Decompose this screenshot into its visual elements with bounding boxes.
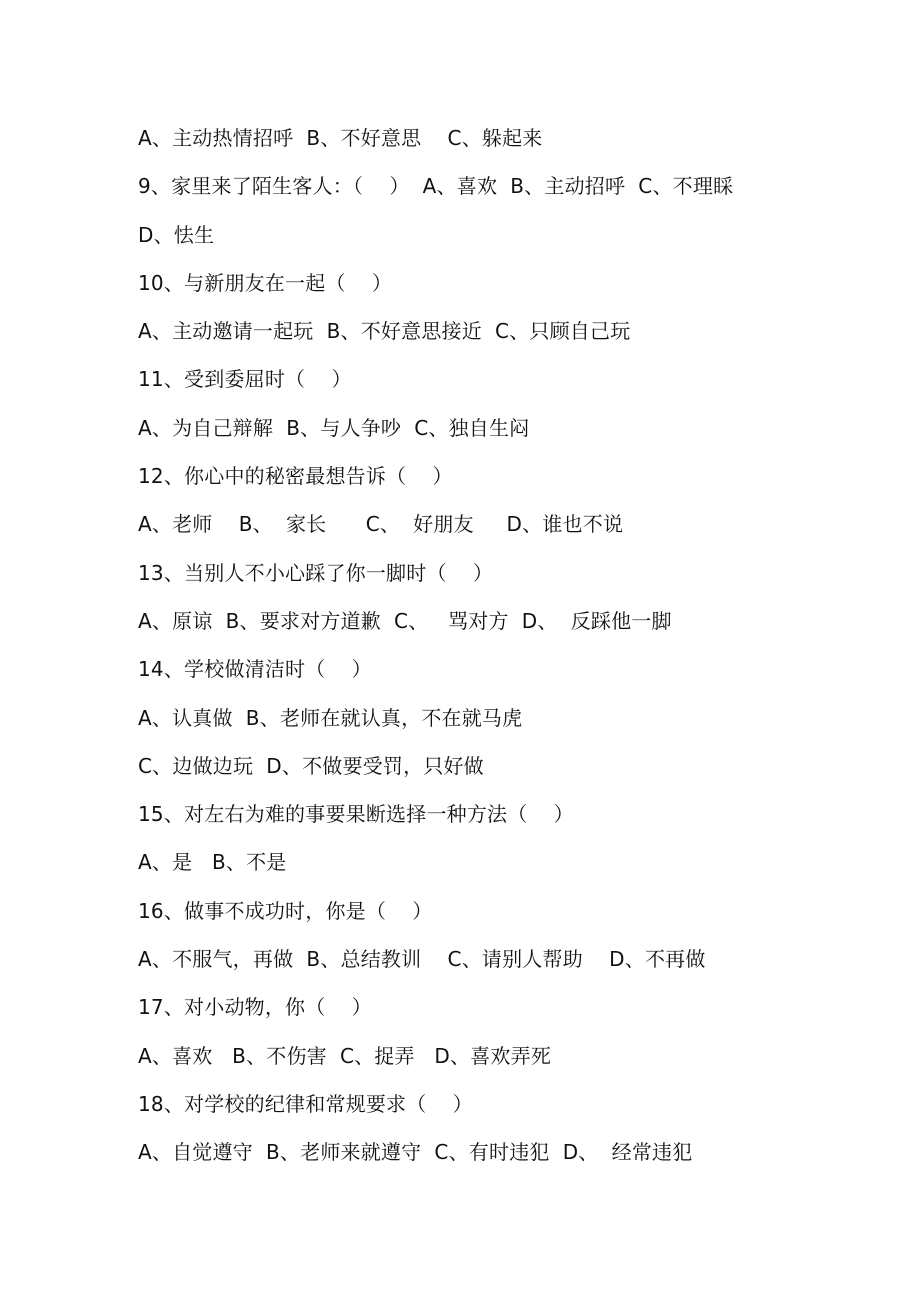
question-10: 10、与新朋友在一起（ ） <box>138 270 393 295</box>
question-16: 16、做事不成功时，你是（ ） <box>138 898 433 923</box>
answer-options-q18: A、自觉遵守 B、老师来就遵守 C、有时违犯 D、 经常违犯 <box>138 1140 693 1165</box>
answer-options-q12: A、老师 B、 家长 C、 好朋友 D、谁也不说 <box>138 512 624 537</box>
answer-options-q11: A、为自己辩解 B、与人争吵 C、独自生闷 <box>138 415 530 440</box>
question-9: 9、家里来了陌生客人：（ ） A、喜欢 B、主动招呼 C、不理睬 <box>138 174 734 199</box>
question-12: 12、你心中的秘密最想告诉（ ） <box>138 464 453 489</box>
answer-options-q9-cont: D、怯生 <box>138 222 215 247</box>
answer-options-q16: A、不服气，再做 B、总结教训 C、请别人帮助 D、不再做 <box>138 947 706 972</box>
question-18: 18、对学校的纪律和常规要求（ ） <box>138 1091 473 1116</box>
answer-options-q17: A、喜欢 B、不伤害 C、捉弄 D、喜欢弄死 <box>138 1043 552 1068</box>
answer-options-q14-line2: C、边做边玩 D、不做要受罚，只好做 <box>138 753 484 778</box>
answer-options-q15: A、是 B、不是 <box>138 850 287 875</box>
answer-options-q8: A、主动热情招呼 B、不好意思 C、躲起来 <box>138 126 543 150</box>
question-14: 14、学校做清洁时（ ） <box>138 657 372 682</box>
question-13: 13、当别人不小心踩了你一脚时（ ） <box>138 560 494 585</box>
question-11: 11、受到委屈时（ ） <box>138 367 352 392</box>
question-15: 15、对左右为难的事要果断选择一种方法（ ） <box>138 802 574 827</box>
answer-options-q13: A、原谅 B、要求对方道歉 C、 骂对方 D、 反踩他一脚 <box>138 608 672 633</box>
answer-options-q10: A、主动邀请一起玩 B、不好意思接近 C、只顾自己玩 <box>138 319 631 344</box>
question-17: 17、对小动物，你（ ） <box>138 995 372 1020</box>
answer-options-q14-line1: A、认真做 B、老师在就认真，不在就马虎 <box>138 705 523 730</box>
questionnaire-text <box>138 114 898 1177</box>
